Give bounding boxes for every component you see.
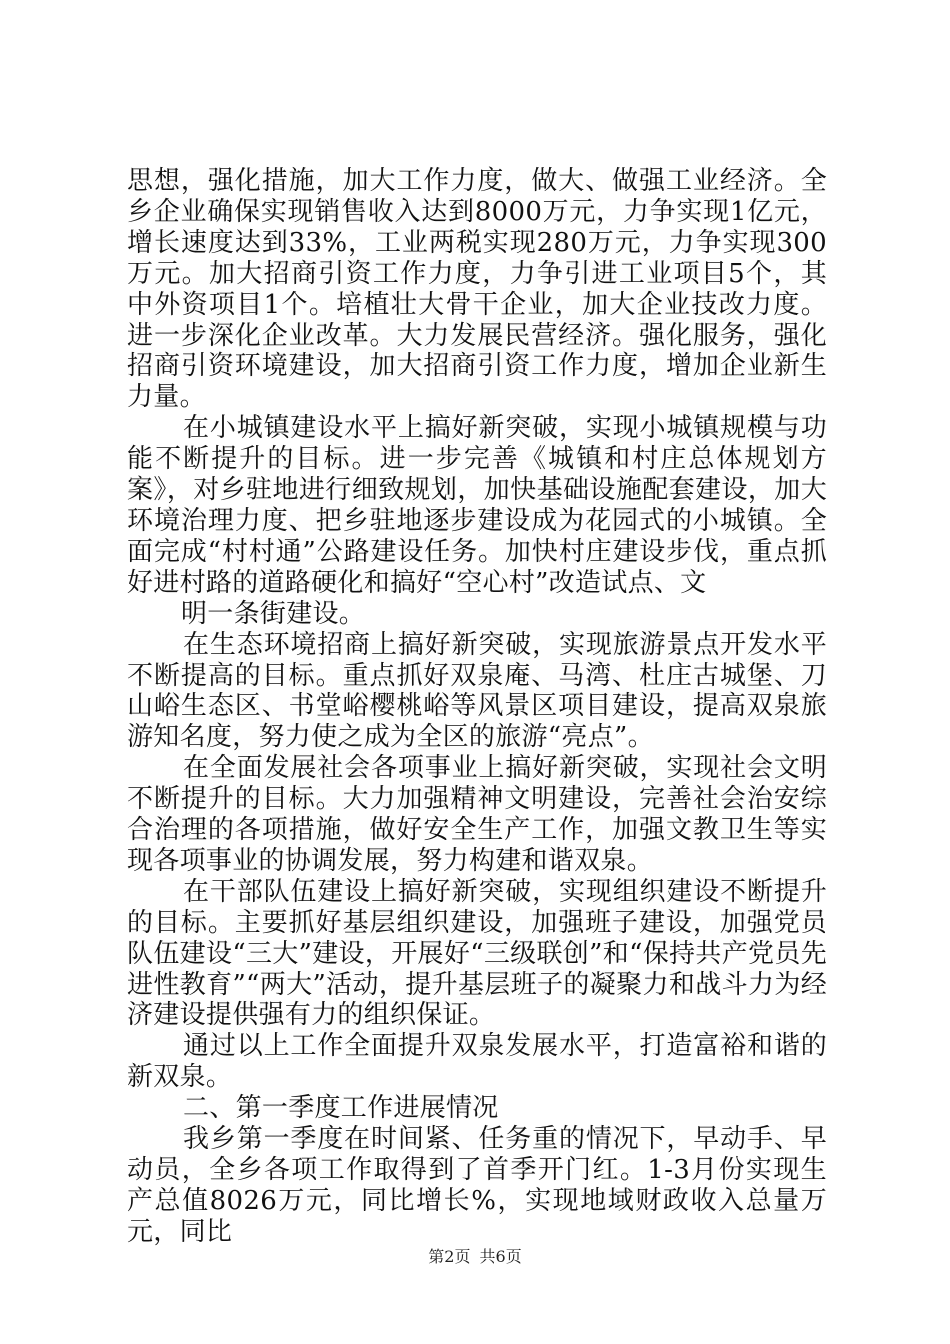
page-footer <box>0 1244 950 1267</box>
paragraph-ecotourism: 在生态环境招商上搞好新突破，实现旅游景点开发水平不断提高的目标。重点抓好双泉庵、马湾、杜庄古城堡、刀山峪生态区、书堂峪樱桃峪等风景区项目建设，提高双泉旅游知名度，努力使之成为全区的旅游“亮点”。 <box>127 629 827 753</box>
document-body <box>127 166 827 1248</box>
page-number: 第2页 <box>428 1247 471 1266</box>
paragraph-social-development: 在全面发展社会各项事业上搞好新突破，实现社会文明不断提升的目标。大力加强精神文明建设，完善社会治安综合治理的各项措施，做好安全生产工作，加强文教卫生等实现各项事业的协调发展，努力构建和谐双泉。 <box>127 753 827 876</box>
paragraph-cadre-team: 在干部队伍建设上搞好新突破，实现组织建设不断提升的目标。主要抓好基层组织建设，加强班子建设，加强党员队伍建设“三大”建设，开展好“三级联创”和“保持共产党员先进性教育”“两大”活动，提升基层班子的凝聚力和战斗力为经济建设提供强有力的组织保证。 <box>127 876 827 1031</box>
section-heading: 二、第一季度工作进展情况 <box>183 1093 499 1124</box>
paragraph-industry: 思想，强化措施，加大工作力度，做大、做强工业经济。全乡企业确保实现销售收入达到8000万元，力争实现1亿元，增长速度达到33%，工业两税实现280万元，力争实现300万元。加大招商引资工作力度，力争引进工业项目5个，其中外资项目1个。培植壮大骨干企业，加大企业技改力度。进一步深化企业改革。大力发展民营经济。强化服务，强化招商引资环境建设，加大招商引资工作力度，增加企业新生力量。 <box>127 166 827 413</box>
paragraph-street-construction: 明一条街建设。 <box>181 598 366 629</box>
paragraph-town-construction: 在小城镇建设水平上搞好新突破，实现小城镇规模与功能不断提升的目标。进一步完善《城镇和村庄总体规划方案》，对乡驻地进行细致规划，加快基础设施配套建设，加大环境治理力度、把乡驻地逐步建设成为花园式的小城镇。全面完成“村村通”公路建设任务。加快村庄建设步伐，重点抓好进村路的道路硬化和搞好“空心村”改造试点、文 <box>127 413 827 598</box>
page-total: 共6页 <box>479 1247 522 1266</box>
paragraph-first-quarter: 我乡第一季度在时间紧、任务重的情况下，早动手、早动员，全乡各项工作取得到了首季开门红。1-3月份实现生产总值8026万元，同比增长%，实现地域财政收入总量万元，同比 <box>127 1124 827 1247</box>
paragraph-summary: 通过以上工作全面提升双泉发展水平，打造富裕和谐的新双泉。 <box>127 1031 827 1093</box>
